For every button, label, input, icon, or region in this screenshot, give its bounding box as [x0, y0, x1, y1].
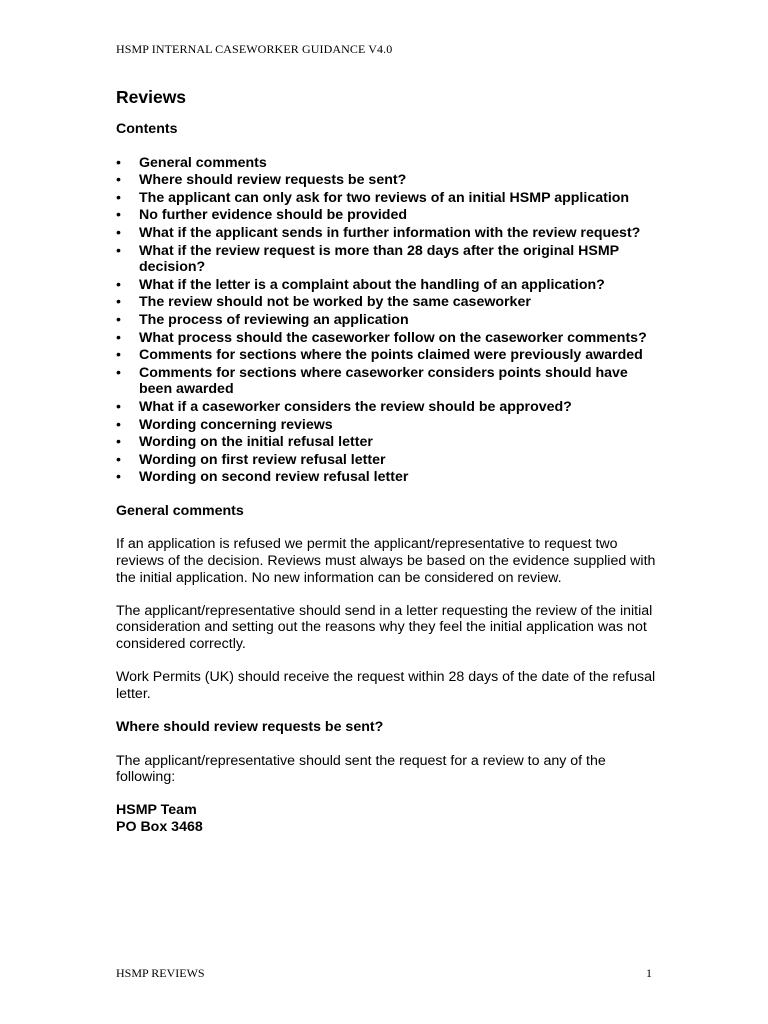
page-title: Reviews: [116, 87, 187, 107]
address-block: [116, 802, 656, 836]
toc-item: • Wording on first review refusal letter: [116, 452, 656, 469]
toc-item: • General comments: [116, 155, 656, 172]
page-header: HSMP INTERNAL CASEWORKER GUIDANCE V4.0: [116, 42, 393, 56]
toc-item: • The applicant can only ask for two reviews of an initial HSMP application: [116, 190, 656, 207]
page-footer-title: HSMP REVIEWS: [116, 966, 205, 980]
toc-item: • Comments for sections where caseworker considers points should have been awarded: [116, 365, 656, 398]
toc-item: • What if the review request is more than 28 days after the original HSMP decision?: [116, 243, 656, 276]
toc-item: • Where should review requests be sent?: [116, 172, 656, 189]
section-heading-where-sent: Where should review requests be sent?: [116, 719, 384, 735]
toc-item: • No further evidence should be provided: [116, 207, 656, 224]
section-heading-general-comments: General comments: [116, 502, 244, 519]
toc-item: • What if the letter is a complaint about the handling of an application?: [116, 277, 656, 294]
table-of-contents: [116, 155, 656, 486]
toc-item: • The process of reviewing an application: [116, 312, 656, 329]
address-line: HSMP Team: [116, 802, 197, 819]
toc-item: • Wording on second review refusal letter: [116, 469, 656, 486]
toc-item: • What if the applicant sends in further information with the review request?: [116, 225, 656, 242]
toc-item: • The review should not be worked by the same caseworker: [116, 294, 656, 311]
toc-item: • Wording concerning reviews: [116, 417, 656, 434]
paragraph: The applicant/representative should sent the request for a review to any of the following:: [116, 752, 606, 786]
paragraph: Work Permits (UK) should receive the request within 28 days of the date of the refusal letter.: [116, 669, 656, 702]
toc-item: • Wording on the initial refusal letter: [116, 434, 656, 451]
paragraph: The applicant/representative should send in a letter requesting the review of the initial consideration and setting out the reasons why they feel the initial application was not considered correctly.: [116, 602, 653, 653]
contents-heading: Contents: [116, 121, 178, 137]
paragraph: If an application is refused we permit the applicant/representative to request two reviews of the decision. Reviews must always be based on the evidence supplied with the initial application. No new information can be considered on review.: [116, 536, 656, 586]
page-number: 1: [646, 966, 652, 980]
toc-item: • What if a caseworker considers the review should be approved?: [116, 399, 656, 416]
toc-item: • What process should the caseworker follow on the caseworker comments?: [116, 330, 656, 347]
document-body: [116, 86, 656, 836]
address-line: PO Box 3468: [116, 819, 203, 836]
toc-item: • Comments for sections where the points claimed were previously awarded: [116, 347, 656, 364]
